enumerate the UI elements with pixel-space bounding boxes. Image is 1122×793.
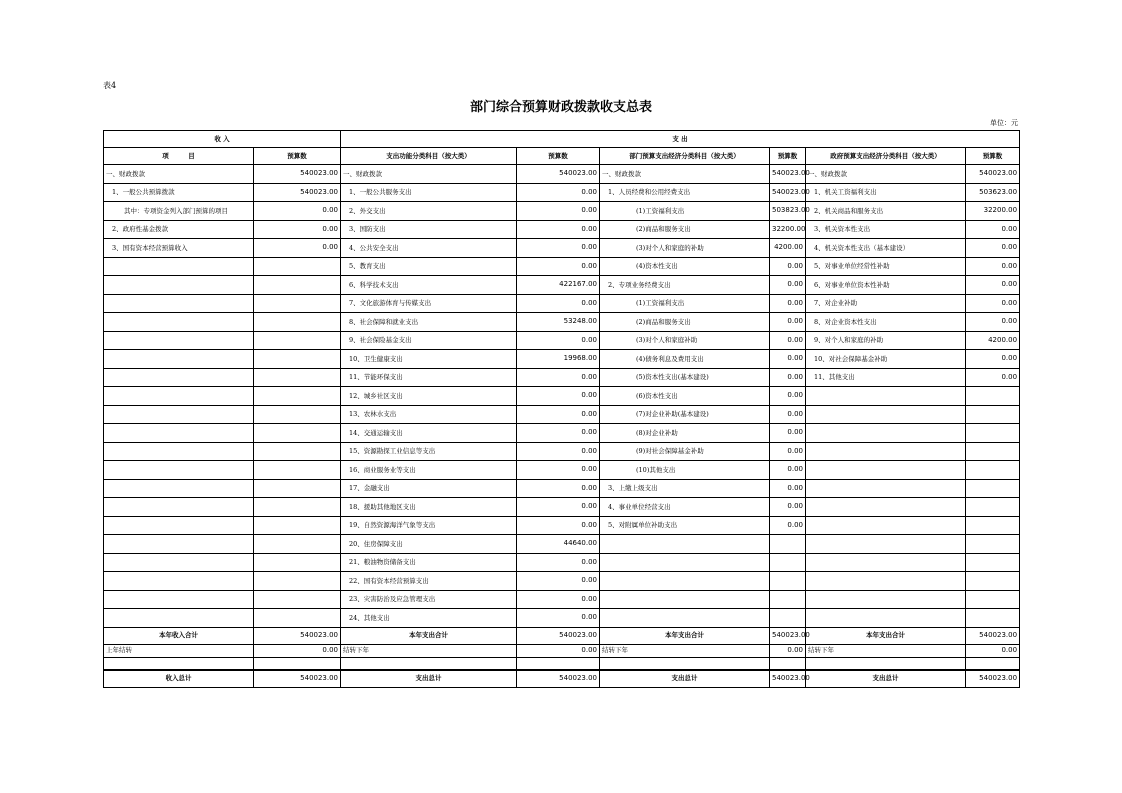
dept-econ-amount-cell: 0.00 [770, 294, 806, 313]
func-amount-cell: 0.00 [517, 590, 600, 609]
table-row [104, 590, 1020, 609]
dept-econ-amount-cell: 0.00 [770, 350, 806, 369]
gov-econ-item-cell [806, 424, 966, 443]
gov-econ-amount-cell: 0.00 [966, 220, 1020, 239]
dept-econ-item-cell: (6)资本性支出 [600, 387, 770, 406]
blank-cell [600, 657, 770, 670]
blank-cell [341, 657, 517, 670]
gov-econ-item-cell [806, 572, 966, 591]
income-item-cell: 其中：专项资金列入部门预算的项目 [104, 202, 254, 221]
income-amount-cell [254, 368, 341, 387]
func-amount-cell: 0.00 [517, 405, 600, 424]
income-item-cell [104, 461, 254, 480]
gov-econ-item-cell: 10、对社会保障基金补助 [806, 350, 966, 369]
dept-econ-item-cell: (5)资本性支出(基本建设) [600, 368, 770, 387]
gov-econ-amount-cell [966, 590, 1020, 609]
dept-econ-item-cell: 4、事业单位经营支出 [600, 498, 770, 517]
income-item-cell [104, 350, 254, 369]
func-amount-cell: 0.00 [517, 202, 600, 221]
income-amount-cell [254, 572, 341, 591]
gov-econ-item-cell [806, 442, 966, 461]
income-total-value: 540023.00 [254, 627, 341, 644]
income-item-cell [104, 257, 254, 276]
income-amount-cell: 0.00 [254, 202, 341, 221]
income-amount-cell [254, 387, 341, 406]
gov-econ-item-cell: 9、对个人和家庭的补助 [806, 331, 966, 350]
dept-econ-amount-cell [770, 590, 806, 609]
func-total-label: 本年支出合计 [341, 627, 517, 644]
dept-econ-item-cell: 一、财政拨款 [600, 165, 770, 184]
income-item-cell [104, 313, 254, 332]
gov-econ-amount-cell [966, 479, 1020, 498]
dept-econ-amount-cell: 540023.00 [770, 183, 806, 202]
income-amount-cell: 0.00 [254, 239, 341, 258]
gov-econ-item-cell [806, 479, 966, 498]
income-item-cell [104, 331, 254, 350]
income-section-header: 收 入 [104, 131, 341, 148]
table-row [104, 535, 1020, 554]
gov-econ-item-cell: 1、机关工资福利支出 [806, 183, 966, 202]
unit-label: 单位：元 [990, 119, 1018, 127]
income-amount-cell [254, 350, 341, 369]
blank-cell [806, 657, 966, 670]
func-item-cell: 19、自然资源海洋气象等支出 [341, 516, 517, 535]
func-item-cell: 1、一般公共服务支出 [341, 183, 517, 202]
dept-econ-item-cell [600, 609, 770, 628]
func-amount-cell: 0.00 [517, 442, 600, 461]
func-item-cell: 15、资源勘探工业信息等支出 [341, 442, 517, 461]
carry-out-label: 结转下年 [600, 644, 770, 657]
func-amount-cell: 0.00 [517, 461, 600, 480]
gov-econ-amount-cell: 0.00 [966, 350, 1020, 369]
gov-econ-amount-cell [966, 387, 1020, 406]
gov-econ-amount-cell [966, 424, 1020, 443]
gov-econ-item-cell: 2、机关商品和服务支出 [806, 202, 966, 221]
gov-econ-amount-cell: 0.00 [966, 276, 1020, 295]
table-row [104, 202, 1020, 221]
func-item-cell: 7、文化旅游体育与传媒支出 [341, 294, 517, 313]
income-amount-cell [254, 461, 341, 480]
gov-econ-item-cell [806, 516, 966, 535]
func-item-cell: 一、财政拨款 [341, 165, 517, 184]
table-row [104, 276, 1020, 295]
dept-econ-amount-cell: 0.00 [770, 442, 806, 461]
income-item-cell: 一、财政拨款 [104, 165, 254, 184]
func-item-cell: 16、商业服务业等支出 [341, 461, 517, 480]
dept-econ-item-cell: 2、专项业务经费支出 [600, 276, 770, 295]
func-amount-cell: 0.00 [517, 183, 600, 202]
table-row [104, 405, 1020, 424]
func-item-cell: 21、粮油物资储备支出 [341, 553, 517, 572]
dept-econ-item-cell: (1)工资福利支出 [600, 202, 770, 221]
gov-econ-amount-cell: 503623.00 [966, 183, 1020, 202]
func-amount-cell: 0.00 [517, 479, 600, 498]
income-amount-cell [254, 331, 341, 350]
gov-econ-item-cell: 6、对事业单位资本性补助 [806, 276, 966, 295]
gov-econ-item-cell: 11、其他支出 [806, 368, 966, 387]
gov-econ-item-cell [806, 498, 966, 517]
gov-econ-item-cell [806, 553, 966, 572]
dept-econ-amount-cell [770, 553, 806, 572]
table-row [104, 239, 1020, 258]
func-item-cell: 12、城乡社区支出 [341, 387, 517, 406]
col-header-amount: 预算数 [517, 148, 600, 165]
dept-econ-item-cell [600, 535, 770, 554]
income-amount-cell [254, 609, 341, 628]
income-item-cell [104, 405, 254, 424]
dept-econ-amount-cell: 0.00 [770, 387, 806, 406]
func-item-cell: 11、节能环保支出 [341, 368, 517, 387]
func-item-cell: 20、住房保障支出 [341, 535, 517, 554]
gov-econ-item-cell [806, 387, 966, 406]
dept-econ-item-cell: (7)对企业补助(基本建设) [600, 405, 770, 424]
income-amount-cell [254, 498, 341, 517]
func-amount-cell: 0.00 [517, 572, 600, 591]
table-row [104, 572, 1020, 591]
gov-econ-item-cell: 4、机关资本性支出（基本建设） [806, 239, 966, 258]
income-amount-cell [254, 590, 341, 609]
income-item-cell [104, 572, 254, 591]
table-row [104, 183, 1020, 202]
income-amount-cell [254, 516, 341, 535]
carry-in-label: 上年结转 [104, 644, 254, 657]
blank-cell [517, 657, 600, 670]
blank-cell [966, 657, 1020, 670]
income-item-cell [104, 276, 254, 295]
grand-total-row [104, 670, 1020, 688]
gov-econ-item-cell [806, 535, 966, 554]
blank-cell [770, 657, 806, 670]
func-amount-cell: 0.00 [517, 220, 600, 239]
table-row [104, 609, 1020, 628]
func-item-cell: 4、公共安全支出 [341, 239, 517, 258]
gov-total-value: 540023.00 [966, 627, 1020, 644]
gov-econ-amount-cell [966, 535, 1020, 554]
carry-out-value: 0.00 [770, 644, 806, 657]
gov-econ-amount-cell: 0.00 [966, 257, 1020, 276]
dept-econ-amount-cell [770, 572, 806, 591]
col-header-func: 支出功能分类科目（按大类） [341, 148, 517, 165]
dept-econ-amount-cell [770, 535, 806, 554]
func-item-cell: 24、其他支出 [341, 609, 517, 628]
income-grand-total-value: 540023.00 [254, 670, 341, 688]
gov-econ-amount-cell: 0.00 [966, 368, 1020, 387]
dept-econ-amount-cell: 4200.00 [770, 239, 806, 258]
func-amount-cell: 0.00 [517, 387, 600, 406]
gov-econ-item-cell [806, 590, 966, 609]
dept-grand-total-label: 支出总计 [600, 670, 770, 688]
income-item-cell [104, 535, 254, 554]
gov-econ-amount-cell [966, 442, 1020, 461]
gov-grand-total-label: 支出总计 [806, 670, 966, 688]
gov-econ-item-cell: 7、对企业补助 [806, 294, 966, 313]
table-row [104, 516, 1020, 535]
gov-econ-amount-cell [966, 609, 1020, 628]
dept-total-value: 540023.00 [770, 627, 806, 644]
dept-econ-item-cell: 1、人员经费和公用经费支出 [600, 183, 770, 202]
func-amount-cell: 422167.00 [517, 276, 600, 295]
dept-econ-amount-cell: 32200.00 [770, 220, 806, 239]
func-item-cell: 17、金融支出 [341, 479, 517, 498]
gov-econ-amount-cell [966, 461, 1020, 480]
income-amount-cell: 540023.00 [254, 183, 341, 202]
table-row [104, 350, 1020, 369]
func-amount-cell: 0.00 [517, 424, 600, 443]
func-amount-cell: 0.00 [517, 257, 600, 276]
blank-cell [104, 657, 254, 670]
income-item-cell: 1、一般公共预算拨款 [104, 183, 254, 202]
dept-econ-amount-cell: 0.00 [770, 257, 806, 276]
income-amount-cell [254, 257, 341, 276]
func-item-cell: 10、卫生健康支出 [341, 350, 517, 369]
income-grand-total-label: 收入总计 [104, 670, 254, 688]
dept-econ-item-cell: (9)对社会保障基金补助 [600, 442, 770, 461]
dept-econ-item-cell: 5、对附属单位补助支出 [600, 516, 770, 535]
income-total-label: 本年收入合计 [104, 627, 254, 644]
dept-econ-amount-cell: 0.00 [770, 368, 806, 387]
func-item-cell: 5、教育支出 [341, 257, 517, 276]
func-grand-total-label: 支出总计 [341, 670, 517, 688]
dept-econ-item-cell [600, 590, 770, 609]
carry-row [104, 644, 1020, 657]
table-row [104, 165, 1020, 184]
table-row [104, 498, 1020, 517]
dept-econ-item-cell [600, 553, 770, 572]
dept-econ-item-cell: (1)工资福利支出 [600, 294, 770, 313]
dept-total-label: 本年支出合计 [600, 627, 770, 644]
col-header-amount: 预算数 [254, 148, 341, 165]
income-amount-cell: 0.00 [254, 220, 341, 239]
income-item-cell [104, 590, 254, 609]
func-item-cell: 9、社会保险基金支出 [341, 331, 517, 350]
income-amount-cell [254, 479, 341, 498]
dept-econ-item-cell: (4)债务利息及费用支出 [600, 350, 770, 369]
dept-econ-amount-cell: 0.00 [770, 461, 806, 480]
carry-out-label: 结转下年 [341, 644, 517, 657]
blank-row [104, 657, 1020, 670]
income-item-cell [104, 442, 254, 461]
func-item-cell: 14、交通运输支出 [341, 424, 517, 443]
dept-econ-amount-cell [770, 609, 806, 628]
income-item-cell [104, 368, 254, 387]
income-item-cell: 3、国有资本经营预算收入 [104, 239, 254, 258]
income-item-cell [104, 609, 254, 628]
section-header-row [104, 131, 1020, 148]
dept-econ-item-cell [600, 572, 770, 591]
form-number: 表4 [103, 81, 117, 90]
dept-econ-amount-cell: 540023.00 [770, 165, 806, 184]
table-row [104, 424, 1020, 443]
func-amount-cell: 0.00 [517, 331, 600, 350]
page-title: 部门综合预算财政拨款收支总表 [469, 100, 652, 115]
income-item-cell: 2、政府性基金拨款 [104, 220, 254, 239]
table-row [104, 220, 1020, 239]
func-amount-cell: 0.00 [517, 609, 600, 628]
table-row [104, 257, 1020, 276]
dept-econ-item-cell: (8)对企业补助 [600, 424, 770, 443]
func-amount-cell: 19968.00 [517, 350, 600, 369]
func-amount-cell: 0.00 [517, 516, 600, 535]
func-amount-cell: 53248.00 [517, 313, 600, 332]
income-amount-cell [254, 553, 341, 572]
func-item-cell: 13、农林水支出 [341, 405, 517, 424]
dept-econ-item-cell: (3)对个人和家庭的补助 [600, 239, 770, 258]
gov-econ-amount-cell: 32200.00 [966, 202, 1020, 221]
func-amount-cell: 0.00 [517, 239, 600, 258]
gov-econ-amount-cell [966, 498, 1020, 517]
gov-econ-item-cell: 8、对企业资本性支出 [806, 313, 966, 332]
gov-total-label: 本年支出合计 [806, 627, 966, 644]
gov-econ-item-cell: 一、财政拨款 [806, 165, 966, 184]
carry-out-value: 0.00 [517, 644, 600, 657]
dept-econ-amount-cell: 0.00 [770, 498, 806, 517]
table-row [104, 294, 1020, 313]
col-header-dept-econ: 部门预算支出经济分类科目（按大类） [600, 148, 770, 165]
income-item-cell [104, 424, 254, 443]
func-amount-cell: 0.00 [517, 368, 600, 387]
func-item-cell: 18、援助其他地区支出 [341, 498, 517, 517]
func-item-cell: 3、国防支出 [341, 220, 517, 239]
dept-econ-amount-cell: 0.00 [770, 516, 806, 535]
carry-out-value: 0.00 [966, 644, 1020, 657]
dept-econ-item-cell: (3)对个人和家庭补助 [600, 331, 770, 350]
gov-econ-amount-cell: 0.00 [966, 239, 1020, 258]
income-amount-cell [254, 535, 341, 554]
col-header-item: 项 目 [104, 148, 254, 165]
dept-econ-item-cell: (4)资本性支出 [600, 257, 770, 276]
func-item-cell: 22、国有资本经营预算支出 [341, 572, 517, 591]
income-item-cell [104, 498, 254, 517]
dept-econ-amount-cell: 503823.00 [770, 202, 806, 221]
income-amount-cell [254, 276, 341, 295]
income-amount-cell [254, 405, 341, 424]
gov-econ-amount-cell: 0.00 [966, 294, 1020, 313]
gov-econ-amount-cell [966, 405, 1020, 424]
gov-econ-amount-cell: 540023.00 [966, 165, 1020, 184]
table-row [104, 368, 1020, 387]
dept-econ-amount-cell: 0.00 [770, 479, 806, 498]
dept-econ-amount-cell: 0.00 [770, 313, 806, 332]
table-row [104, 387, 1020, 406]
gov-econ-item-cell: 5、对事业单位经常性补助 [806, 257, 966, 276]
income-amount-cell: 540023.00 [254, 165, 341, 184]
func-amount-cell: 540023.00 [517, 165, 600, 184]
dept-econ-item-cell: (2)商品和服务支出 [600, 313, 770, 332]
budget-table [103, 130, 1020, 688]
dept-econ-amount-cell: 0.00 [770, 424, 806, 443]
gov-econ-amount-cell [966, 516, 1020, 535]
gov-grand-total-value: 540023.00 [966, 670, 1020, 688]
func-item-cell: 8、社会保障和就业支出 [341, 313, 517, 332]
func-amount-cell: 44640.00 [517, 535, 600, 554]
blank-cell [254, 657, 341, 670]
gov-econ-item-cell [806, 405, 966, 424]
func-amount-cell: 0.00 [517, 498, 600, 517]
income-amount-cell [254, 424, 341, 443]
income-amount-cell [254, 313, 341, 332]
gov-econ-item-cell [806, 609, 966, 628]
income-item-cell [104, 553, 254, 572]
col-header-amount: 预算数 [966, 148, 1020, 165]
gov-econ-amount-cell [966, 572, 1020, 591]
col-header-amount: 预算数 [770, 148, 806, 165]
gov-econ-amount-cell [966, 553, 1020, 572]
table-row [104, 313, 1020, 332]
income-amount-cell [254, 442, 341, 461]
table-row [104, 479, 1020, 498]
income-item-cell [104, 516, 254, 535]
gov-econ-item-cell [806, 461, 966, 480]
gov-econ-amount-cell: 4200.00 [966, 331, 1020, 350]
func-grand-total-value: 540023.00 [517, 670, 600, 688]
func-item-cell: 6、科学技术支出 [341, 276, 517, 295]
dept-grand-total-value: 540023.00 [770, 670, 806, 688]
expense-section-header: 支 出 [341, 131, 1020, 148]
table-row [104, 553, 1020, 572]
income-item-cell [104, 479, 254, 498]
income-item-cell [104, 294, 254, 313]
column-header-row [104, 148, 1020, 165]
table-row [104, 331, 1020, 350]
table-row [104, 461, 1020, 480]
income-item-cell [104, 387, 254, 406]
func-item-cell: 23、灾害防治及应急管理支出 [341, 590, 517, 609]
func-amount-cell: 0.00 [517, 294, 600, 313]
gov-econ-amount-cell: 0.00 [966, 313, 1020, 332]
income-amount-cell [254, 294, 341, 313]
table-row [104, 442, 1020, 461]
dept-econ-item-cell: (10)其他支出 [600, 461, 770, 480]
col-header-gov-econ: 政府预算支出经济分类科目（按大类） [806, 148, 966, 165]
dept-econ-amount-cell: 0.00 [770, 331, 806, 350]
func-item-cell: 2、外交支出 [341, 202, 517, 221]
dept-econ-item-cell: 3、上缴上级支出 [600, 479, 770, 498]
dept-econ-amount-cell: 0.00 [770, 405, 806, 424]
gov-econ-item-cell: 3、机关资本性支出 [806, 220, 966, 239]
func-amount-cell: 0.00 [517, 553, 600, 572]
carry-out-label: 结转下年 [806, 644, 966, 657]
year-total-row [104, 627, 1020, 644]
dept-econ-amount-cell: 0.00 [770, 276, 806, 295]
func-total-value: 540023.00 [517, 627, 600, 644]
carry-in-value: 0.00 [254, 644, 341, 657]
dept-econ-item-cell: (2)商品和服务支出 [600, 220, 770, 239]
